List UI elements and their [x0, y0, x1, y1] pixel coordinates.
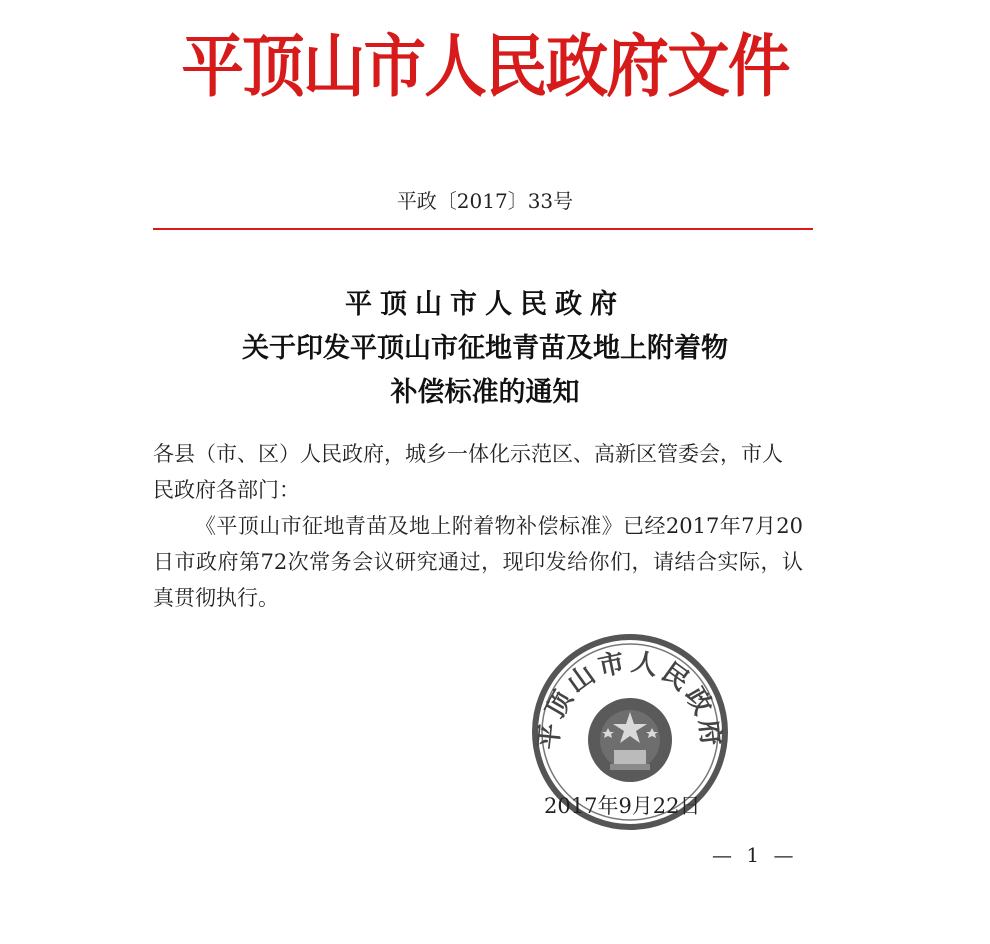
seal-text: 平顶山市人民政府 [533, 647, 727, 752]
body-paragraph: 《平顶山市征地青苗及地上附着物补偿标准》已经2017年7月20日市政府第72次常务会议研究通过，现印发给你们，请结合实际，认真贯彻执行。 [153, 514, 803, 610]
notice-title [150, 283, 820, 415]
title-subject: 关于印发平顶山市征地青苗及地上附着物 [242, 333, 728, 364]
issue-date: 2017年9月22日 [544, 794, 701, 818]
title-subject-continued: 补偿标准的通知 [390, 377, 580, 408]
addressee: 各县（市、区）人民政府，城乡一体化示范区、高新区管委会，市人民政府各部门： [153, 442, 783, 502]
title-issuer: 平顶山市人民政府 [345, 289, 625, 320]
national-emblem-icon [588, 698, 672, 782]
red-divider [153, 228, 813, 230]
notice-body [153, 436, 803, 616]
document-number: 平政〔2017〕33号 [396, 189, 574, 213]
page-number: — 1 — [712, 843, 798, 867]
document-header-title: 平顶山市人民政府文件 [181, 27, 789, 107]
